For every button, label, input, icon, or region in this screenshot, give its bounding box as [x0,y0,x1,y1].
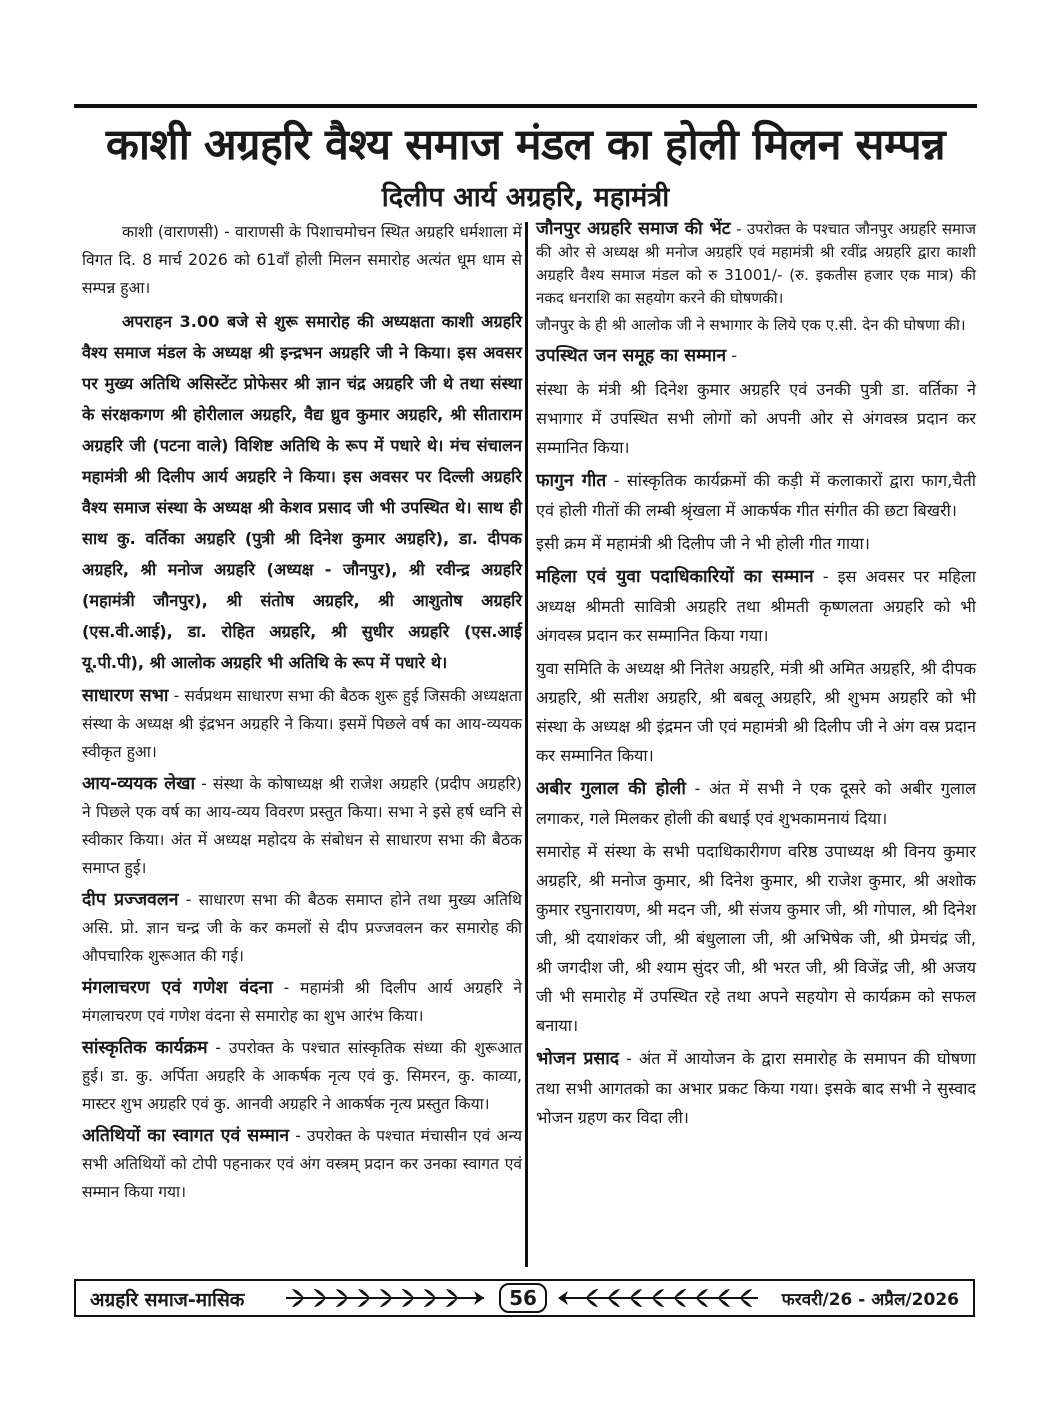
article-byline: दिलीप आर्य अग्रहरि, महामंत्री [381,182,670,213]
page-number: 56 [499,1283,547,1313]
section-heading: सांस्कृतिक कार्यक्रम [82,1038,208,1058]
page-footer [74,1279,975,1317]
para-audience-honour: संस्था के मंत्री श्री दिनेश कुमार अग्रहरि एवं उनकी पुत्री डा. वर्तिका ने सभागार में उपस्थित सभी लोगों को अपनी ओर से अंगवस्त्र प्रदान कर सम्मानित किया। [536,380,976,457]
para-holi-song: इसी क्रम में महामंत्री श्री दिलीप जी ने भी होली गीत गाया। [536,534,870,553]
para-lamp-lighting: दीप प्रज्जवलन - साधारण सभा की बैठक समाप्त होने तथा मुख्य अतिथि असि. प्रो. ज्ञान चन्द्र जी के कर कमलों से दीप प्रज्जवलन कर समारोह की औपचारिक शुरूआत की गई। [82,890,522,965]
leaf-ornament-right-icon [554,1285,760,1311]
article-headline: काशी अग्रहरि वैश्य समाज मंडल का होली मिलन सम्पन्न [105,120,946,170]
para-women-youth: महिला एवं युवा पदाधिकारियों का सम्मान - इस अवसर पर महिला अध्यक्ष श्रीमती सावित्री अग्रहरि तथा श्रीमती कृष्णलता अग्रहरि को भी अंगवस्त्र प्रदान कर सम्मानित किया गया। [536,567,976,645]
para-welcome: अतिथियों का स्वागत एवं सम्मान - उपरोक्त के पश्चात मंचासीन एवं अन्य सभी अतिथियों को टोपी पहनाकर एवं अंग वस्त्रम् प्रदान कर उनका स्वागत एवं सम्मान किया गया। [82,1126,522,1201]
section-heading: अबीर गुलाल की होली [536,779,686,799]
column-divider [525,222,528,1267]
right-column [536,218,976,1136]
section-heading: दीप प्रज्जवलन [82,890,179,910]
para-guests: अपराहन 3.00 बजे से शुरू समारोह की अध्यक्षता काशी अग्रहरि वैश्य समाज मंडल के अध्यक्ष श्री इन्द्रभन अग्रहरि जी ने किया। इस अवसर पर मुख्य अतिथि असिस्टेंट प्रोफेसर श्री ज्ञान चंद्र अग्रहरि जी थे तथा संस्था के संरक्षकगण श्री होरीलाल अग्रहरि, वैद्य ध्रुव कुमार अग्रहरि, श्री सीताराम अग्रहरि जी (पटना वाले) विशिष्ट अतिथि के रूप में पधारे थे। मंच संचालन महामंत्री श्री दिलीप आर्य अग्रहरि ने किया। इस अवसर पर दिल्ली अग्रहरि वैश्य समाज संस्था के अध्यक्ष श्री केशव प्रसाद जी भी उपस्थित थे। साथ ही साथ कु. वर्तिका अग्रहरि (पुत्री श्री दिनेश कुमार अग्रहरि), डा. दीपक अग्रहरि, श्री मनोज अग्रहरि (अध्यक्ष - जौनपुर), श्री रवीन्द्र अग्रहरि (महामंत्री जौनपुर), श्री संतोष अग्रहरि, श्री आशुतोष अग्रहरि (एस.वी.आई), डा. रोहित अग्रहरि, श्री सुधीर अग्रहरि (एस.आई यू.पी.पी), श्री आलोक अग्रहरि भी अतिथि के रूप में पधारे थे। [82,312,522,672]
para-bhojan-prasad: भोजन प्रसाद - अंत में आयोजन के द्वारा समारोह के समापन की घोषणा तथा सभी आगतको का अभार प्रकट किया गया। इसके बाद सभी ने सुस्वाद भोजन ग्रहण कर विदा ली। [536,1049,976,1127]
section-heading: जौनपुर अग्रहरि समाज की भेंट [536,219,731,239]
section-heading: फागुन गीत [536,471,607,491]
leaf-ornament-left-icon [284,1285,492,1311]
para-ac-donation: जौनपुर के ही श्री आलोक जी ने सभागार के लिये एक ए.सी. देन की घोषणा की। [536,316,966,334]
para-invocation: मंगलाचरण एवं गणेश वंदना - महामंत्री श्री दिलीप आर्य अग्रहरि ने मंगलाचरण एवं गणेश वंदना से समारोह का शुभ आरंभ किया। [82,978,522,1025]
section-heading: उपस्थित जन समूह का सम्मान [536,346,727,366]
section-heading: भोजन प्रसाद [536,1049,620,1069]
publication-name: अग्रहरि समाज-मासिक [90,1289,245,1311]
para-cultural: सांस्कृतिक कार्यक्रम - उपरोक्त के पश्चात सांस्कृतिक संध्या की शुरूआत हुई। डा. कु. अर्पिता अग्रहरि के आकर्षक नृत्य एवं कु. सिमरन, कु. काव्या, मास्टर शुभ अग्रहरि एवं कु. आनवी अग्रहरि ने आकर्षक नृत्य प्रस्तुत किया। [82,1038,522,1113]
para-audience-honour-heading: उपस्थित जन समूह का सम्मान - [536,346,738,366]
section-heading: मंगलाचरण एवं गणेश वंदना [82,978,273,998]
para-abir-gulal: अबीर गुलाल की होली - अंत में सभी ने एक दूसरे को अबीर गुलाल लगाकर, गले मिलकर होली की बधाई एवं शुभकामनायं दिया। [536,779,977,828]
para-youth-committee: युवा समिति के अध्यक्ष श्री नितेश अग्रहरि, मंत्री श्री अमित अग्रहरि, श्री दीपक अग्रहरि, श्री सतीश अग्रहरि, श्री बबलू अग्रहरि, श्री शुभम अग्रहरि को भी संस्था के अध्यक्ष श्री इंद्रमन जी एवं महामंत्री श्री दिलीप जी ने अंग वस्र प्रदान कर सम्मानित किया। [536,659,976,765]
section-heading: महिला एवं युवा पदाधिकारियों का सम्मान [536,567,814,587]
para-intro: काशी (वाराणसी) - वाराणसी के पिशाचमोचन स्थित अग्रहरि धर्मशाला में विगत दि. 8 मार्च 2026 को 61वाँ होली मिलन समारोह अत्यंत धूम धाम से सम्पन्न हुआ। [82,223,522,297]
left-column [82,218,522,1210]
section-heading: साधारण सभा [82,686,169,706]
para-jaunpur-gift: जौनपुर अग्रहरि समाज की भेंट - उपरोक्त के पश्चात जौनपुर अग्रहरि समाज की ओर से अध्यक्ष श्री मनोज अग्रहरि एवं महामंत्री श्री रवींद्र अग्रहरि द्वारा काशी अग्रहरि वैश्य समाज मंडल को रु 31001/- (रु. इकतीस हजार एक मात्र) की नकद धनराशि का सहयोग करने की घोषणकी। [536,219,977,307]
para-accounts: आय-व्ययक लेखा - संस्था के कोषाध्यक्ष श्री राजेश अग्रहरि (प्रदीप अग्रहरि) ने पिछले एक वर्ष का आय-व्यय विवरण प्रस्तुत किया। सभा ने इसे हर्ष ध्वनि से स्वीकार किया। अंत में अध्यक्ष महोदय के संबोधन से साधारण सभा की बैठक समाप्त हुई। [82,774,522,877]
issue-date: फरवरी/26 - अप्रैल/2026 [781,1290,959,1310]
para-office-bearers: समारोह में संस्था के सभी पदाधिकारीगण वरिष्ठ उपाध्यक्ष श्री विनय कुमार अग्रहरि, श्री मनोज कुमार, श्री दिनेश कुमार, श्री राजेश कुमार, श्री अशोक कुमार रघुनारायण, श्री मदन जी, श्री संजय कुमार जी, श्री गोपाल, श्री दिनेश जी, श्री दयाशंकर जी, श्री बंधुलाला जी, श्री अभिषेक जी, श्री प्रेमचंद्र जी, श्री जगदीश जी, श्री श्याम सुंदर जी, श्री भरत जी, श्री विजेंद्र जी, श्री अजय जी भी समारोह में उपस्थित रहे तथा अपने सहयोग से कार्यक्रम को सफल बनाया। [536,842,976,1035]
para-fagun-songs: फागुन गीत - सांस्कृतिक कार्यक्रमों की कड़ी में कलाकारों द्वारा फाग,चैती एवं होली गीतों की लम्बी श्रृंखला में आकर्षक गीत संगीत की छटा बिखरी। [536,471,976,520]
top-rule [74,104,977,108]
section-heading: अतिथियों का स्वागत एवं सम्मान [82,1126,290,1146]
section-heading: आय-व्ययक लेखा [82,774,196,794]
para-general-meeting: साधारण सभा - सर्वप्रथम साधारण सभा की बैठक शुरू हुई जिसकी अध्यक्षता संस्था के अध्यक्ष श्री इंद्रभन अग्रहरि ने किया। इसमें पिछले वर्ष का आय-व्ययक स्वीकृत हुआ। [82,686,522,761]
